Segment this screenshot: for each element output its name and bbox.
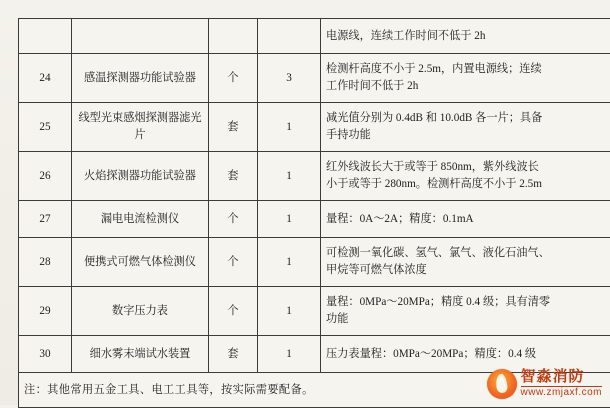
watermark-brand: 智淼消防 (521, 369, 602, 385)
watermark (487, 367, 602, 401)
cell-name: 细水雾末端试水装置 (72, 336, 209, 373)
description-line: 可检测一氧化碳、氢气、氯气、液化石油气、 (326, 245, 610, 262)
watermark-text (521, 369, 602, 398)
cell-number: 24 (19, 54, 72, 103)
cell-unit: 套 (209, 103, 258, 152)
cell-number: 26 (19, 152, 72, 201)
cell-description (321, 238, 610, 287)
cell-number: 25 (19, 103, 72, 152)
cell-number (19, 19, 72, 54)
description-line: 工作时间不低于 2h (326, 78, 610, 95)
cell-unit: 套 (209, 152, 258, 201)
table-note: 注：其他常用五金工具、电工工具等，按实际需要配备。 (19, 373, 610, 408)
table-row (19, 152, 610, 201)
watermark-url: www.zmjaxf.com (521, 386, 602, 399)
description-line: 功能 (326, 311, 610, 328)
cell-description (321, 54, 610, 103)
cell-unit (209, 19, 258, 54)
table-row (19, 19, 610, 54)
cell-quantity: 1 (258, 336, 321, 373)
cell-quantity: 1 (258, 238, 321, 287)
description-line: 量程：0MPa～20MPa；精度 0.4 级；具有清零 (326, 294, 610, 311)
cell-unit: 个 (209, 54, 258, 103)
flame-logo-icon (487, 369, 517, 399)
table-body (19, 19, 610, 408)
cell-description (321, 19, 610, 54)
cell-unit: 个 (209, 238, 258, 287)
cell-quantity: 1 (258, 201, 321, 238)
cell-name: 火焰探测器功能试验器 (72, 152, 209, 201)
cell-description (321, 287, 610, 336)
table-row (19, 287, 610, 336)
cell-description (321, 152, 610, 201)
description-line: 手持功能 (326, 127, 610, 144)
cell-quantity: 1 (258, 287, 321, 336)
cell-name: 线型光束感烟探测器滤光片 (72, 103, 209, 152)
description-line: 减光值分别为 0.4dB 和 10.0dB 各一片；具备 (326, 110, 610, 127)
equipment-table-wrapper (18, 18, 592, 408)
description-line: 小于或等于 280nm。检测杆高度不小于 2.5m (326, 176, 610, 193)
cell-description (321, 201, 610, 238)
description-line: 电源线，连续工作时间不低于 2h (326, 28, 610, 45)
cell-name (72, 19, 209, 54)
cell-number: 27 (19, 201, 72, 238)
cell-quantity: 1 (258, 103, 321, 152)
cell-description (321, 103, 610, 152)
cell-unit: 个 (209, 201, 258, 238)
cell-number: 30 (19, 336, 72, 373)
cell-quantity: 3 (258, 54, 321, 103)
equipment-table (18, 18, 610, 408)
table-row (19, 103, 610, 152)
cell-unit: 套 (209, 336, 258, 373)
description-line: 红外线波长大于或等于 850nm，紫外线波长 (326, 159, 610, 176)
description-line: 量程：0A～2A；精度：0.1mA (326, 211, 610, 228)
cell-quantity (258, 19, 321, 54)
cell-number: 29 (19, 287, 72, 336)
table-row (19, 238, 610, 287)
description-line: 压力表量程：0MPa～20MPa；精度：0.4 级 (326, 346, 610, 363)
cell-name: 漏电电流检测仪 (72, 201, 209, 238)
cell-number: 28 (19, 238, 72, 287)
description-line: 检测杆高度不小于 2.5m，内置电源线；连续 (326, 61, 610, 78)
cell-quantity: 1 (258, 152, 321, 201)
cell-name: 感温探测器功能试验器 (72, 54, 209, 103)
cell-name: 便携式可燃气体检测仪 (72, 238, 209, 287)
cell-unit: 个 (209, 287, 258, 336)
table-row (19, 201, 610, 238)
cell-name: 数字压力表 (72, 287, 209, 336)
table-row (19, 54, 610, 103)
description-line: 甲烷等可燃气体浓度 (326, 262, 610, 279)
